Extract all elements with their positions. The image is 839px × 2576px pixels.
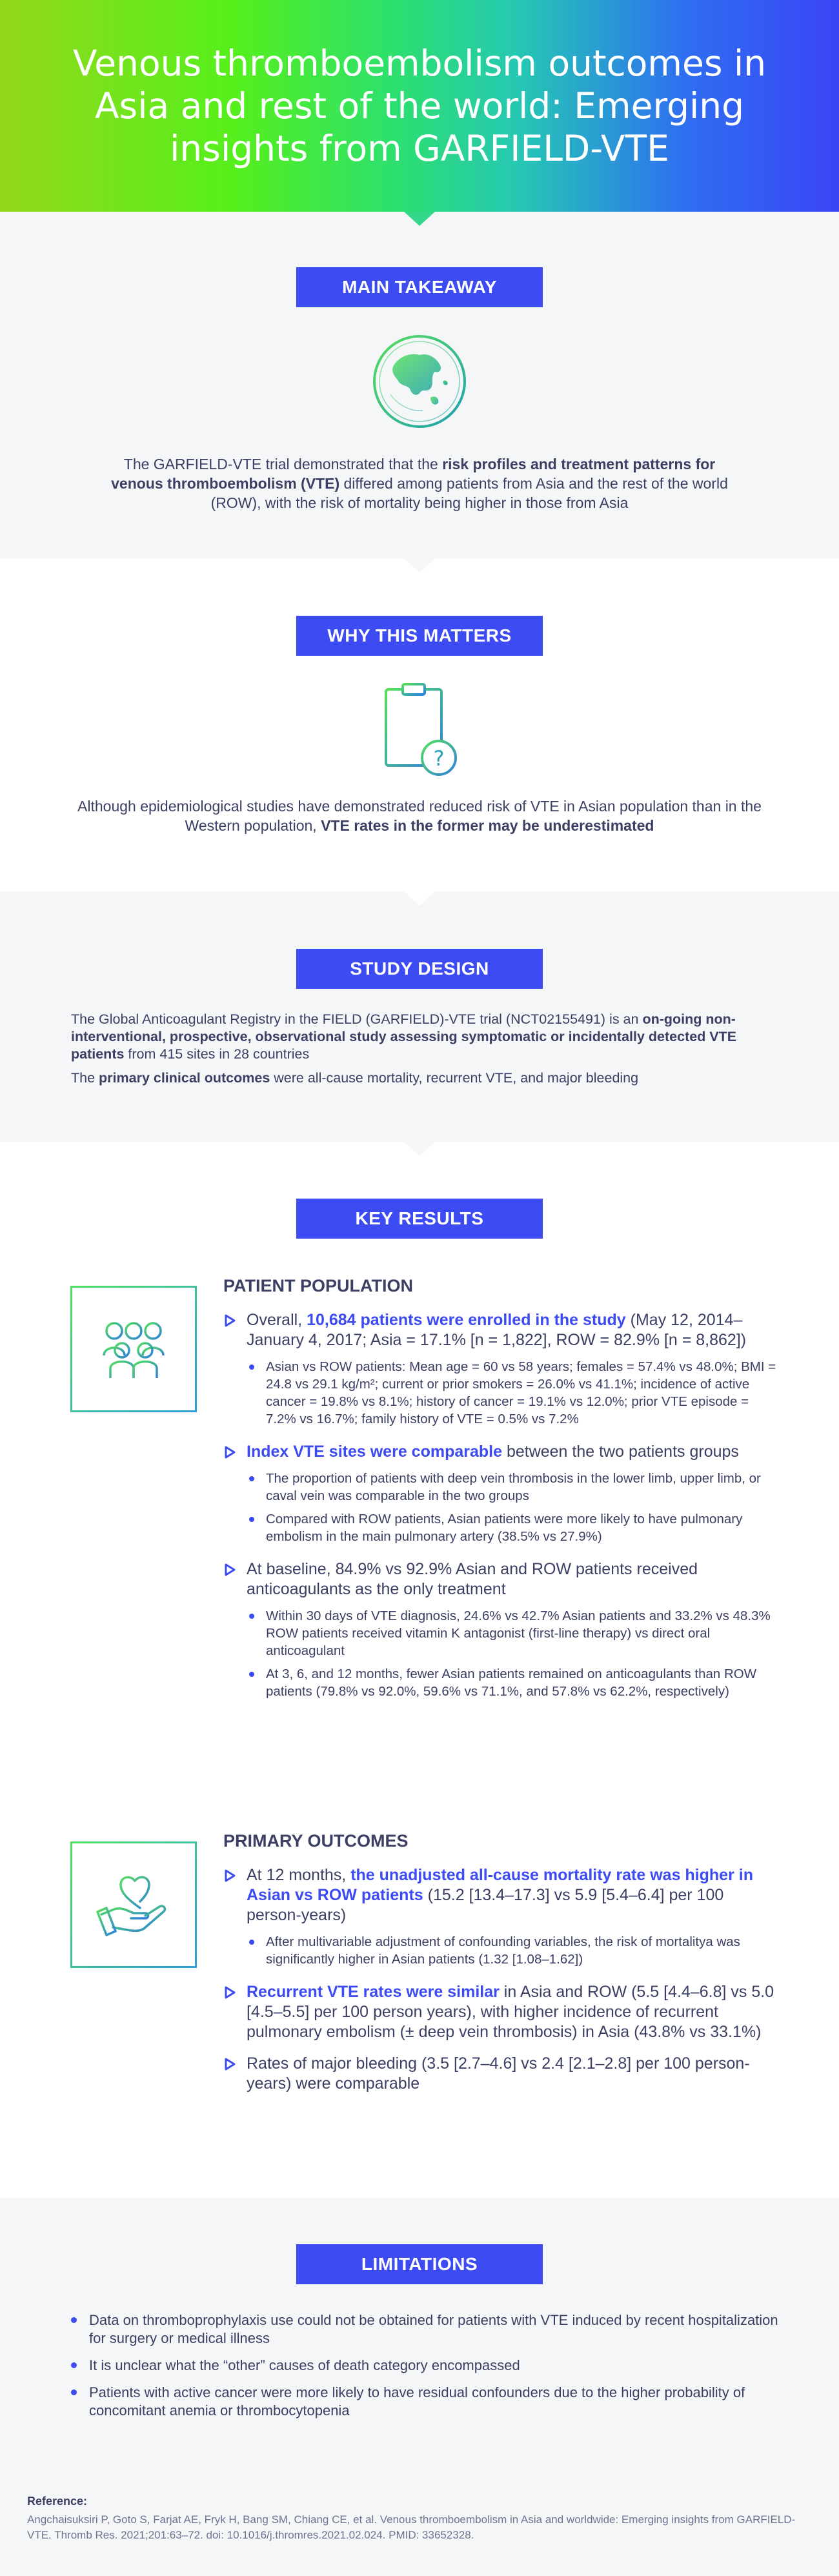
patient-population-sublist-3 (223, 1607, 778, 1700)
header-banner (0, 0, 839, 212)
patient-group-icon (70, 1286, 197, 1412)
study-design-text-1: The Global Anticoagulant Registry in the FIELD (GARFIELD)-VTE trial (NCT02155491) is an on-going non-interventional, prospective, observational study assessing symptomatic or incidentally detected VTE patients from 415 sites in 28 countries (71, 1011, 737, 1062)
section-notch (404, 891, 435, 906)
study-design-text-2: The primary clinical outcomes were all-cause mortality, recurrent VTE, and major bleeding (71, 1070, 639, 1086)
limitations-list (71, 2311, 781, 2420)
globe-asia-icon (371, 333, 468, 430)
primary-outcomes-title: PRIMARY OUTCOMES (223, 1831, 409, 1851)
triangle-bullet-icon (223, 1563, 236, 1576)
header-notch (404, 212, 435, 226)
key-results-banner: KEY RESULTS (296, 1199, 543, 1239)
limitations-section (0, 2198, 839, 2490)
triangle-bullet-icon (223, 1986, 236, 1999)
main-takeaway-text: The GARFIELD-VTE trial demonstrated that the risk profiles and treatment patterns for venous thromboembolism (VTE) differed among patients from Asia and the rest of the world (ROW), with the risk of mortality being higher in those from Asia (111, 456, 728, 511)
patient-population-point-3: At baseline, 84.9% vs 92.9% Asian and ROW patients received anticoagulants as the only treatment (223, 1559, 778, 1599)
patient-population-block (223, 1276, 778, 1714)
primary-outcomes-point-1: At 12 months, the unadjusted all-cause mortality rate was higher in Asian vs ROW patients (15.2 [13.4–17.3] vs 5.9 [5.4–6.4] per 100 person-years) (223, 1865, 778, 1925)
clipboard-question-icon (374, 682, 465, 778)
why-matters-text: Although epidemiological studies have demonstrated reduced risk of VTE in Asian population than in the Western population, VTE rates in the former may be underestimated (77, 798, 762, 834)
patient-population-sublist-2 (223, 1470, 778, 1545)
list-item: At 3, 6, and 12 months, fewer Asian patients remained on anticoagulants than ROW patients (79.8% vs 92.0%, 59.6% vs 71.1%, and 57.8% vs 62.2%, respectively) (266, 1665, 778, 1700)
primary-outcomes-point-3: Rates of major bleeding (3.5 [2.7–4.6] vs 2.4 [2.1–2.8] per 100 person-years) were comparable (223, 2054, 778, 2094)
reference-text: Angchaisuksiri P, Goto S, Farjat AE, Fryk H, Bang SM, Chiang CE, et al. Venous thromboembolism in Asia and worldwide: Emerging insights from GARFIELD-VTE. Thromb Res. 2021;201:63–72. doi: 10.1016/j.thromres.2021.02.024. PMID: 33652328. (27, 2513, 796, 2541)
list-item: Within 30 days of VTE diagnosis, 24.6% vs 42.7% Asian patients and 33.2% vs 48.3% ROW patients received vitamin K antagonist (first-line therapy) vs direct oral anticoagulant (266, 1607, 778, 1659)
section-notch (404, 558, 435, 573)
reference-label: Reference: (27, 2495, 88, 2508)
why-matters-banner: WHY THIS MATTERS (296, 616, 543, 656)
patient-population-sublist-1 (223, 1358, 778, 1428)
list-item: The proportion of patients with deep vein thrombosis in the lower limb, upper limb, or caval vein was comparable in the two groups (266, 1470, 778, 1505)
study-design-section (0, 891, 839, 1142)
patient-population-title: PATIENT POPULATION (223, 1276, 413, 1295)
list-item: It is unclear what the “other” causes of death category encompassed (71, 2357, 781, 2375)
why-matters-section (0, 558, 839, 891)
primary-outcomes-block (223, 1831, 778, 2102)
section-notch (404, 1142, 435, 1156)
svg-text:?: ? (433, 746, 445, 771)
key-results-section (0, 1142, 839, 2198)
list-item: Data on thromboprophylaxis use could not be obtained for patients with VTE induced by recent hospitalization for surgery or medical illness (71, 2311, 781, 2348)
page-title: Venous thromboembolism outcomes in Asia and rest of the world: Emerging insights from GARFIELD-VTE (72, 43, 767, 169)
main-takeaway-section (0, 212, 839, 558)
list-item: Compared with ROW patients, Asian patients were more likely to have pulmonary embolism in the main pulmonary artery (38.5% vs 27.9%) (266, 1510, 778, 1545)
triangle-bullet-icon (223, 1314, 236, 1327)
list-item: Patients with active cancer were more likely to have residual confounders due to the higher probability of concomitant anemia or thrombocytopenia (71, 2384, 781, 2420)
main-takeaway-banner: MAIN TAKEAWAY (296, 267, 543, 307)
patient-population-point-2: Index VTE sites were comparable between the two patients groups (223, 1442, 778, 1462)
limitations-banner: LIMITATIONS (296, 2244, 543, 2284)
triangle-bullet-icon (223, 1869, 236, 1882)
triangle-bullet-icon (223, 2058, 236, 2071)
list-item: After multivariable adjustment of confounding variables, the risk of mortalitya was significantly higher in Asian patients (1.32 [1.08–1.62]) (266, 1933, 778, 1968)
patient-population-point-1: Overall, 10,684 patients were enrolled in the study (May 12, 2014–January 4, 2017; Asia = 17.1% [n = 1,822], ROW = 82.9% [n = 8,862]) (223, 1310, 778, 1350)
primary-outcomes-point-2: Recurrent VTE rates were similar in Asia and ROW (5.5 [4.4–6.8] vs 5.0 [4.5–5.5] per 100 person years), with higher incidence of recurrent pulmonary embolism (± deep vein thrombosis) in Asia (43.8% vs 33.1%) (223, 1982, 778, 2042)
study-design-banner: STUDY DESIGN (296, 949, 543, 989)
primary-outcomes-sublist-1 (223, 1933, 778, 1968)
reference-section (0, 2490, 839, 2576)
hand-heart-icon (70, 1841, 197, 1968)
triangle-bullet-icon (223, 1446, 236, 1459)
list-item: Asian vs ROW patients: Mean age = 60 vs 58 years; females = 57.4% vs 48.0%; BMI = 24.8 vs 29.1 kg/m²; current or prior smokers = 26.0% vs 41.1%; incidence of active cancer = 19.8% vs 8.1%; history of cancer = 19.1% vs 12.0%; prior VTE episode = 7.2% vs 16.7%; family history of VTE = 0.5% vs 7.2% (266, 1358, 778, 1428)
